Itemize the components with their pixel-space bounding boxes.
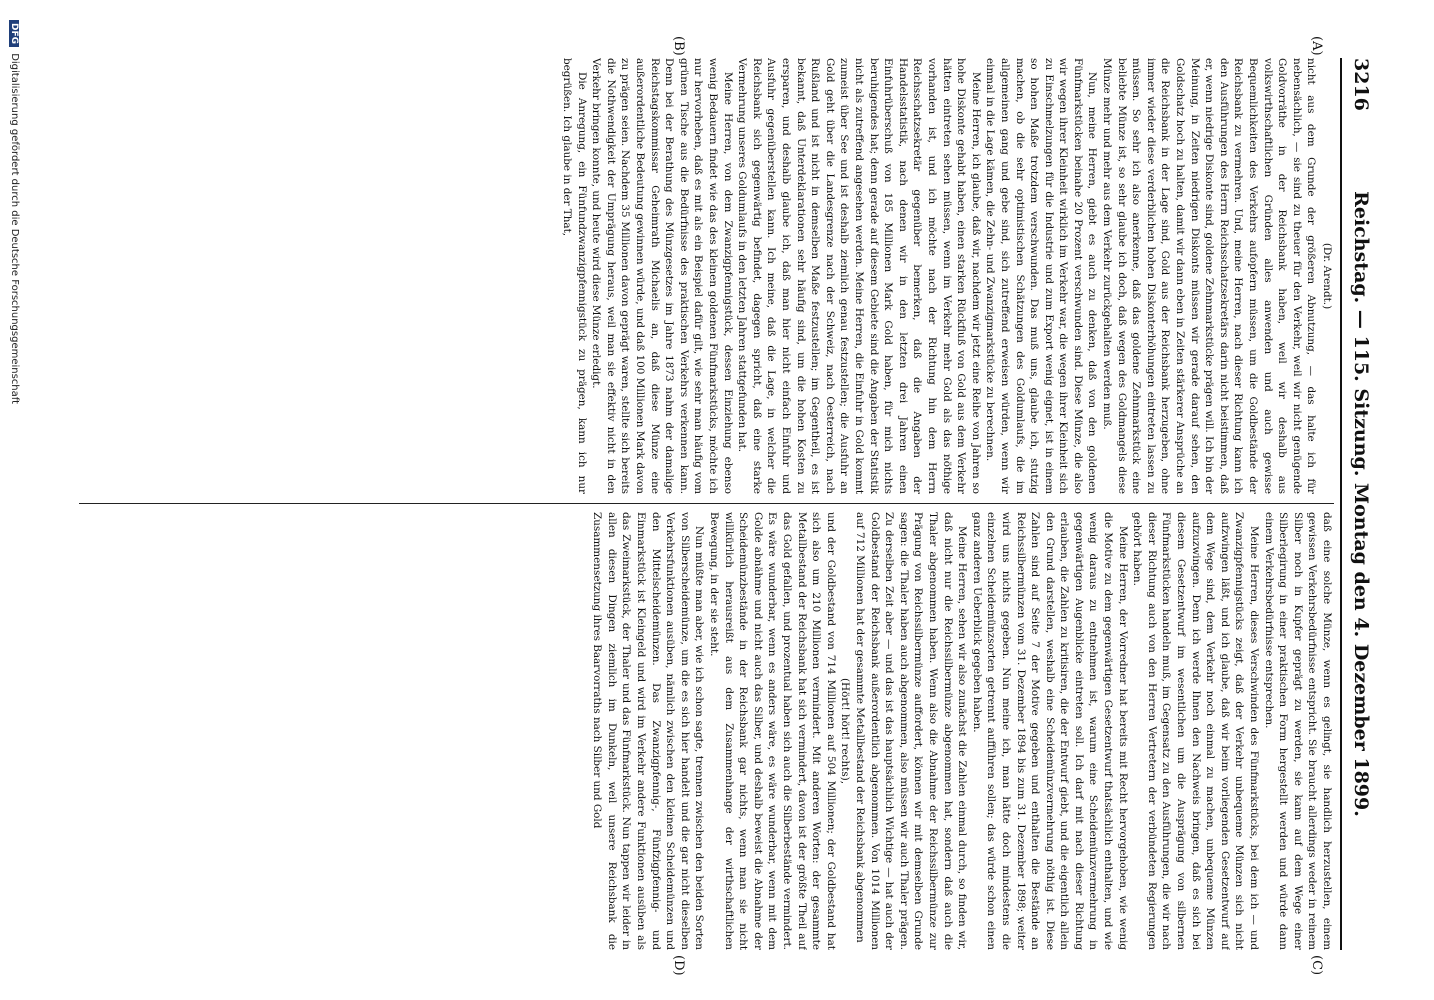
speaker-label: (Dr. Arendt.) xyxy=(1321,242,1333,310)
paragraph: daß eine solche Münze, wenn es gelingt, sie handlich herzustellen, einem gewissen Verkehrsbedürfnisse entspricht. Sie braucht allerdings weder in reinem Silber noch in Kupfer geprägt zu werden, sie kann auf dem Wege einer Silberlegirung in einer praktischen Form hergestellt werden und würde dann einem Verkehrsbedürfnisse entsprechen. xyxy=(1262,512,1333,950)
paragraph: Meine Herren, der Vorredner hat bereits mit Recht hervorgehoben, wie wenig die Motive zu dem gegenwärtigen Gesetzentwurf thatsächlich enthalten, und wie wenig daraus zu entnehmen ist, warum eine Scheidemünzvermehrung in gegenwärtigen Augenblicke eintreten soll. Ich darf mit nach dieser Richtung erlauben, die Zahlen zu kritisiren, die der Entwurf giebt, und die eigentlich allein den Grund darstellen, weshalb eine Scheidemünzvermehrung nöthig ist. Diese Zahlen sind auf Seite 7 der Motive gegeben und enthalten die Bestände an Reichssilbermünzen vom 31. Dezember 1894 bis zum 31. Dezember 1898; weiter wird uns nichts gegeben. Nun meine ich, man hätte doch mindestens die einzelnen Scheidemünzsorten getrennt aufführen sollen; das würde schon einen ganz anderen Ueberblick gegeben haben. xyxy=(970,512,1129,950)
right-column xyxy=(74,512,1334,950)
margin-marker-a: (A) xyxy=(1309,36,1324,56)
interjection: (Hört! hört! rechts), xyxy=(839,677,852,785)
dfg-logo: DFG xyxy=(9,20,19,47)
paragraph: Meine Herren, ich glaube, daß wir, nachdem wir jetzt eine Reihe von Jahren so hohe Diskonte gehabt haben, einen starken Rückfluß von Gold aus dem Verkehr hätten eintreten sehen müssen, wenn im Verkehr mehr Gold als das nöthige vorhanden ist, und ich möchte nach der Richtung hin dem Herrn Reichsschatzsekretär gegenüber bemerken, daß die Angaben der Handelsstatistik, nach denen wir in den letzten drei Jahren einen Einfuhrüberschuß von 185 Millionen Mark Gold haben, für mich nichts beruhigendes hat; denn gerade auf diesem Gebiete sind die Angaben der Statistik nicht als zutreffend angesehen werden. Meine Herren, die Einfuhr in Gold kommt zumeist über See und ist deshalb ziemlich genau festzustellen; die Ausfuhr an Gold geht über die Landesgrenze nach der Schweiz, nach Oesterreich, nach Rußland und ist nicht in demselben Maße festzustellen; im Gegentheil, es ist bekannt, daß Unterdeklarationen sehr häufig sind, um die hohen Kosten zu ersparen, und deshalb glaube ich, daß man hier nicht einfach Einfuhr und Ausfuhr gegenüberstellen kann. Ich meine, daß die Lage, in welcher die Reichsbank sich gegenwärtig befindet, dagegen spricht, daß eine starke Vermehrung unseres Goldumlaufs in den letzten Jahren stattgefunden hat. xyxy=(736,58,982,494)
margin-marker-b: (B) xyxy=(671,36,686,56)
paragraph: Nun müßte man aber, wie ich schon sagte, trennen zwischen den beiden Sorten von Silberscheidemünze, um die es sich hier handelt und die gar nicht dieselben Verkehrsfunktionen ausüben, nämlich zwischen den kleinen Scheidemünzen und den Mittelscheidemünzen. Das Zwanzigpfennig-, Fünfzigpfennig- und Einmarkstück ist Kleingeld und wird im Verkehr andere Funktionen ausüben als das Zweimarkstück, der Thaler und das Fünfmarkstück. Nun tappen wir leider in allen diesen Dingen ziemlich im Dunkeln, weil unsere Reichsbank die Zusammensetzung ihres Baarvorraths nach Silber und Gold xyxy=(591,512,706,950)
paragraph: nicht aus dem Grunde der größeren Abnutzung, — das halte ich für nebensächlich, — sie sind zu theuer für den Verkehr, weil wir nicht genügende Goldvorräthe in der Reichsbank haben, weil wir deshalb aus volkswirthschaftlichen Gründen alles anwenden und auch gewisse Bequemlichkeiten des Verkehrs aufopfern müssen, um die Goldbestände der Reichsbank zu vermehren. Und, meine Herren, nach dieser Richtung kann ich den Ausführungen des Herrn Reichsschatzsekretärs darin nicht beistimmen, daß er, wenn niedrige Diskonte sind, goldene Zehnmarkstücke prägen will. Ich bin der Meinung, in Zeiten niedrigen Diskonts müssen wir gerade darauf sehen, den Goldschatz hoch zu halten, damit wir dann eben in Zeiten stärkerer Ansprüche an die Reichsbank in der Lage sind, Gold aus der Reichsbank herzugeben, ohne immer wieder diese verderblichen hohen Diskonterhöhungen eintreten lassen zu müssen. So sehr ich also anerkenne, daß das goldene Zehnmarkstück eine beliebte Münze ist, so sehr glaube ich doch, daß wegen des Goldmangels diese Münze mehr und mehr aus dem Verkehr zurückgehalten werden muß. xyxy=(1101,58,1318,494)
digitization-credit xyxy=(9,20,20,980)
margin-marker-c: (C) xyxy=(1309,955,1324,976)
paragraph: Meine Herren, sehen wir also zunächst die Zahlen einmal durch, so finden wir, daß nicht nur die Reichssilbermünze abgenommen hat, sondern daß auch die Thaler abgenommen haben. Wenn also die Abnahme der Reichssilbermünze zur Prägung von Reichssilbermünze auffordert, können wir mit demselben Grunde sagen: die Thaler haben auch abgenommen, also müssen wir auch Thaler prägen. Zu derselben Zeit aber — und das ist das hauptsächlich Wichtige — hat auch der Goldbestand der Reichsbank außerordentlich abgenommen. Von 1014 Millionen auf 712 Millionen hat der gesammte Metallbestand der Reichsbank abgenommen xyxy=(854,512,969,950)
page-number: 3216 xyxy=(1350,58,1372,111)
paragraph: Die Anregung, ein Fünfundzwanzigpfennigstück zu prägen, kann ich nur begrüßen. Ich glaube in der That, xyxy=(561,58,588,494)
left-column xyxy=(74,58,1334,494)
paragraph: Meine Herren, von dem Zwanzigpfennigstück, dessen Einziehung ebenso wenig Bedauern findet wie das des kleinen goldenen Fünfmarkstücks, möchte ich nur hervorheben, daß es mit als ein Beispiel dafür gilt, wie sehr man häufig vom grünen Tische aus die Bedürfnisse des praktischen Verkehrs verkennen kann. Denn bei der Berathung des Münzgesetzes im Jahre 1873 nahm der damalige Reichstagskommissar Geheimrath Michaelis an, daß diese Münze eine außerordentliche Bedeutung gewinnen würde, und daß 100 Millionen Mark davon zu prägen seien. Nachdem 35 Millionen davon geprägt waren, stellte sich bereits die Nothwendigkeit der Umprägung heraus, weil man sie effektiv nicht in den Verkehr bringen konnte, und heute wird diese Münze erledigt. xyxy=(590,58,734,494)
paragraph: und der Goldbestand von 714 Millionen auf 504 Millionen; der Goldbestand hat sich also um 210 Millionen vermindert. Mit anderen Worten: der gesammte Metallbestand der Reichsbank hat sich vermindert, davon ist der größte Theil auf das Gold gefallen, und prozentual haben sich auch die Silberbestände vermindert. Es wäre wunderbar, wenn es anders wäre, es wäre wunderbar, wenn mit dem Golde abnähme und nicht auch das Silber, und deshalb beweist die Abnahme der Scheidemünzbestände in der Reichsbank gar nichts, wenn man sie nicht willkürlich herausreißt aus dem Zusammenhange der wirthschaftlichen Bewegung, in der sie steht. xyxy=(708,512,837,950)
paragraph: Nun, meine Herren, giebt es auch zu denken, daß von den goldenen Fünfmarkstücken beinahe 20 Prozent verschwunden sind. Diese Münze, die also wir wegen ihrer Kleinheit wirklich im Verkehr war, die wegen ihrer Kleinheit sich zu Einschmelzungen für die Industrie und zum Export wenig eignet, ist in einem so hohen Maße trotzdem verschwunden. Das muß uns, glaube ich, stutzig machen, ob die sehr optimistischen Schätzungen des Goldumlaufs, die im allgemeinen gang und gebe sind, sich zutreffend erweisen würden, wenn wir einmal in die Lage kämen, die Zehn- und Zwanzigmarkstücke zu berechnen. xyxy=(984,58,1099,494)
column-divider xyxy=(79,503,1334,504)
page-title: Reichstag. — 115. Sitzung. Montag den 4. Dezember 1899. xyxy=(1350,191,1372,817)
margin-marker-d: (D) xyxy=(671,955,686,976)
header-rule xyxy=(1340,58,1342,950)
page-header xyxy=(1346,58,1374,950)
paragraph: Meine Herren, dieses Verschwinden des Fünfmarkstücks, bei dem ich — und Zwanzigpfennigstücks zeigt, daß der Verkehr unbequeme Münzen sich nicht aufzwingen läßt, und ich glaube, daß wir beim vorliegenden Gesetzentwurf auf dem Wege sind, dem Verkehr noch einmal zu machen, unbequeme Münzen aufzuzwingen. Denn ich werde Ihnen den Nachweis bringen, daß es sich bei diesem Gesetzentwurf im wesentlichen um die Ausprägung von silbernen Fünfmarkstücken handeln muß, im Gegensatz zu den Ausführungen, die wir nach dieser Richtung auch von den Herren Vertretern der verbündeten Regierungen gehört haben. xyxy=(1131,512,1261,950)
credit-text: Digitalisierung gefördert durch die Deutsche Forschungsgemeinschaft xyxy=(9,53,20,405)
